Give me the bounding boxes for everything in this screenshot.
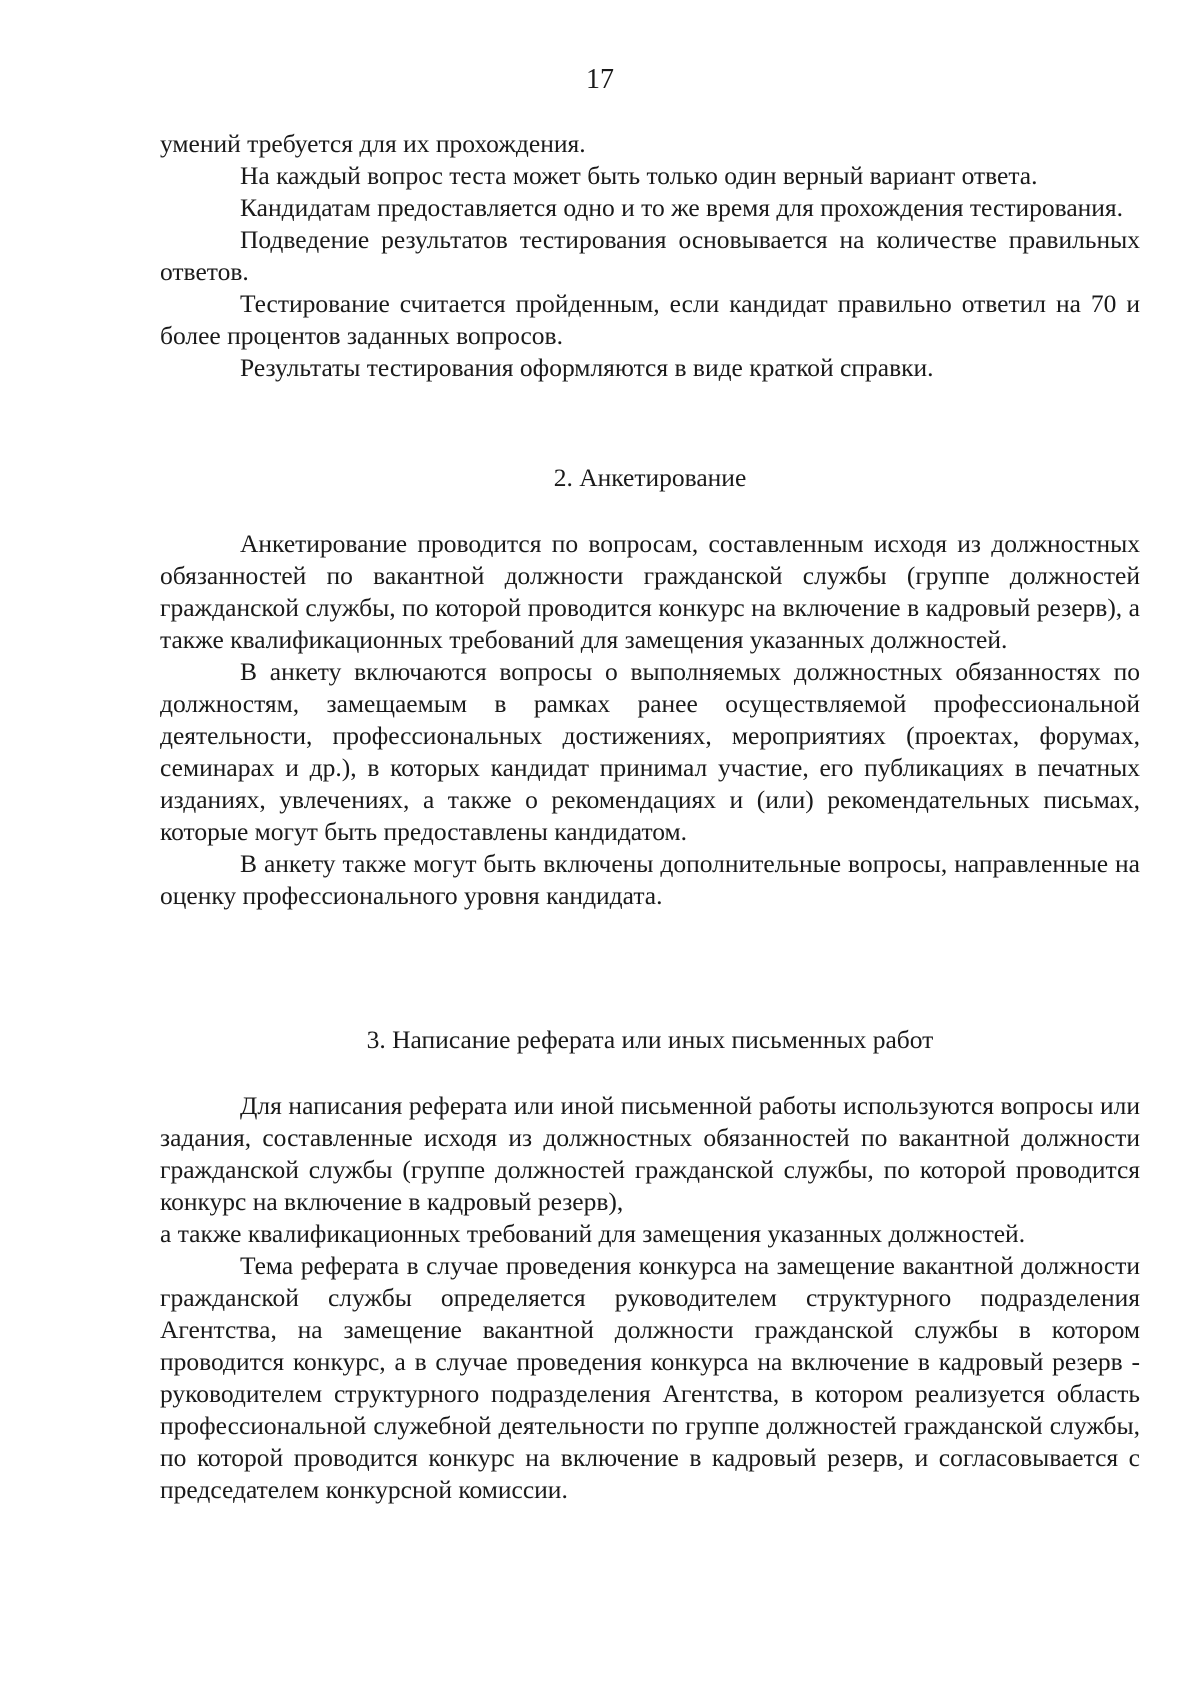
paragraph: Анкетирование проводится по вопросам, составленным исходя из должностных обязанностей по вакантной должности гражданской службы (группе должностей гражданской службы, по которой проводится конкурс на включение в кадровый резерв), а также квалификационных требований для замещения указанных должностей. bbox=[160, 529, 1140, 654]
paragraph: В анкету включаются вопросы о выполняемых должностных обязанностях по должностям, замещаемым в рамках ранее осуществляемой профессиональной деятельности, профессиональных достижениях, мероприятиях (проектах, форумах, семинарах и др.), в которых кандидат принимал участие, его публикациях в печатных изданиях, увлечениях, а также о рекомендациях и (или) рекомендательных письмах, которые могут быть предоставлены кандидатом. bbox=[160, 657, 1140, 846]
paragraph: Результаты тестирования оформляются в виде краткой справки. bbox=[240, 353, 934, 382]
paragraph: На каждый вопрос теста может быть только один верный вариант ответа. bbox=[240, 161, 1038, 190]
section-testing-continuation bbox=[160, 128, 1140, 384]
section-questionnaire bbox=[160, 462, 1140, 912]
paragraph: Подведение результатов тестирования основывается на количестве правильных ответов. bbox=[160, 225, 1140, 286]
page-number: 17 bbox=[586, 64, 614, 95]
paragraph: Кандидатам предоставляется одно и то же время для прохождения тестирования. bbox=[240, 193, 1124, 222]
paragraph: Для написания реферата или иной письменной работы используются вопросы или задания, составленные исходя из должностных обязанностей по вакантной должности гражданской службы (группе должностей гражданской службы, по которой проводится конкурс на включение в кадровый резерв), bbox=[160, 1091, 1140, 1216]
paragraph: Тестирование считается пройденным, если кандидат правильно ответил на 70 и более процентов заданных вопросов. bbox=[160, 289, 1140, 350]
paragraph: В анкету также могут быть включены дополнительные вопросы, направленные на оценку профессионального уровня кандидата. bbox=[160, 849, 1140, 910]
section-heading: 2. Анкетирование bbox=[553, 463, 747, 492]
paragraph: Тема реферата в случае проведения конкурса на замещение вакантной должности гражданской службы определяется руководителем структурного подразделения Агентства, на замещение вакантной должности гражданской службы в котором проводится конкурс, а в случае проведения конкурса на включение в кадровый резерв - руководителем структурного подразделения Агентства, в котором реализуется область профессиональной служебной деятельности по группе должностей гражданской службы, по которой проводится конкурс на включение в кадровый резерв, и согласовывается с председателем конкурсной комиссии. bbox=[160, 1251, 1140, 1504]
paragraph: а также квалификационных требований для замещения указанных должностей. bbox=[160, 1219, 1026, 1248]
paragraph: умений требуется для их прохождения. bbox=[160, 129, 586, 158]
section-heading: 3. Написание реферата или иных письменных работ bbox=[366, 1025, 934, 1054]
section-essay bbox=[160, 1024, 1140, 1506]
